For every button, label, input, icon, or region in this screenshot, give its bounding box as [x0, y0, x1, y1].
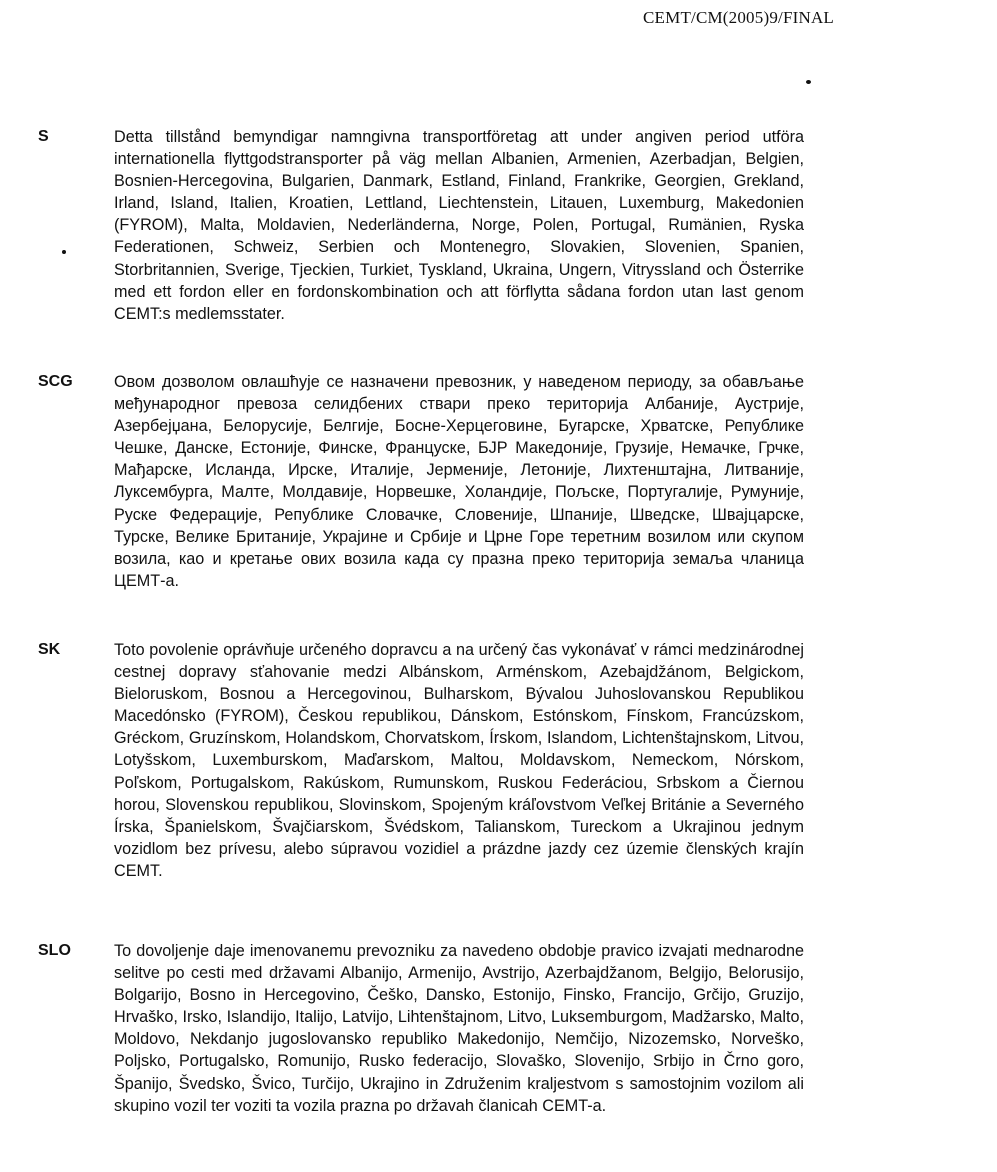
document-reference: CEMT/CM(2005)9/FINAL [643, 8, 834, 27]
language-code: SCG [38, 373, 73, 390]
language-code: SK [38, 641, 61, 658]
permit-text: Toto povolenie oprávňuje určeného dopravcu a na určený čas vykonávať v rámci medzinárodnej cestnej dopravy sťahovanie medzi Albánskom, Arménskom, Azebajdžánom, Belgickom, Bieloruskom, Bosnou a Hercegovinou, Bulharskom, Bývalou Juhoslovanskou Republikou Macedónsko (FYROM), Českou republikou, Dánskom, Estónskom, Fínskom, Francúzskom, Gréckom, Gruzínskom, Holandskom, Chorvatskom, Írskom, Islandom, Lichtenštajnskom, Litvou, Lotyšskom, Luxemburskom, Maďarskom, Maltou, Moldavskom, Nemeckom, Nórskom, Poľskom, Portugalskom, Rakúskom, Rumunskom, Ruskou Federáciou, Srbskom a Čiernou horou, Slovenskou republikou, Slovinskom, Spojeným kráľovstvom Veľkej Británie a Severného Írska, Španielskom, Švajčiarskom, Švédskom, Talianskom, Tureckom a Ukrajinou jednym vozidlom bez prívesu, alebo súpravou vozidiel a prázdne jazdy cez územie členských krajín CEMT. [114, 641, 804, 880]
language-code: SLO [38, 942, 71, 959]
permit-text: Detta tillstånd bemyndigar namngivna transportföretag att under angiven period utföra internationella flyttgodstransporter på väg mellan Albanien, Armenien, Azerbadjan, Belgien, Bosnien-Hercegovina, Bulgarien, Danmark, Estland, Finland, Frankrike, Georgien, Grekland, Irland, Island, Italien, Kroatien, Lettland, Liechtenstein, Litauen, Luxemburg, Makedonien (FYROM), Malta, Moldavien, Nederländerna, Norge, Polen, Portugal, Rumänien, Ryska Federationen, Schweiz, Serbien och Montenegro, Slovakien, Slovenien, Spanien, Storbritannien, Sverige, Tjeckien, Turkiet, Tyskland, Ukraina, Ungern, Vitryssland och Österrike med ett fordon eller en fordonskombination och att förflytta sådana fordon utan last genom CEMT:s medlemsstater. [114, 128, 804, 323]
permit-text: Овом дозволом овлашћује се назначени превозник, у наведеном периоду, за обављање међународног превоза селидбених ствари преко територија Албаније, Аустрије, Азербејџана, Белорусије, Белгије, Босне-Херцеговине, Бугарске, Хрватске, Републике Чешке, Данске, Естоније, Финске, Француске, БЈР Македоније, Грузије, Немачке, Грчке, Мађарске, Исланда, Ирске, Италије, Јерменије, Летоније, Лихтенштајна, Литваније, Луксембурга, Малте, Молдавије, Норвешке, Холандије, Пољске, Португалије, Румуније, Руске Федерације, Републике Словачке, Словеније, Шпаније, Шведске, Швајцарске, Турске, Велике Британије, Украјине и Србије и Црне Горе теретним возилом или скупом возила, као и кретање ових возила када су празна преко територија земаља чланица ЦЕМТ-а. [114, 373, 804, 590]
scan-speck [806, 80, 811, 84]
permit-text: To dovoljenje daje imenovanemu prevozniku za navedeno obdobje pravico izvajati mednarodne selitve po cesti med državami Albanijo, Armenijo, Avstrijo, Azerbajdžanom, Belgijo, Belorusijo, Bolgarijo, Bosno in Hercegovino, Češko, Dansko, Estonijo, Finsko, Francijo, Grčijo, Gruzijo, Hrvaško, Irsko, Islandijo, Italijo, Latvijo, Lihtenštajnom, Litvo, Luksemburgom, Madžarsko, Malto, Moldovo, Nekdanjo jugoslovansko republiko Makedonijo, Nemčijo, Nizozemsko, Norveško, Poljsko, Portugalsko, Romunijo, Rusko federacijo, Slovaško, Slovenijo, Srbijo in Črno goro, Španijo, Švedsko, Švico, Turčijo, Ukrajino in Združenim kraljestvom s samostojnim vozilom ali skupino vozil ter voziti ta vozila prazna po državah članicah CEMT-a. [114, 942, 804, 1115]
language-code: S [38, 128, 49, 145]
scan-speck [62, 250, 66, 254]
